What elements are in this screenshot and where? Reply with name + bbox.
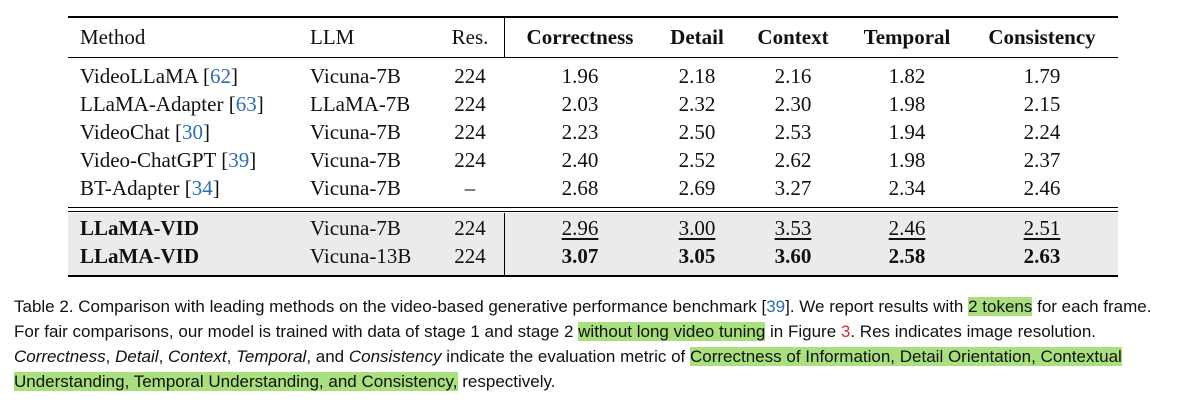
res-cell: 224 xyxy=(454,64,486,88)
consistency-cell: 2.51 xyxy=(1023,216,1061,240)
table-caption xyxy=(14,294,1174,394)
temporal-cell: 2.34 xyxy=(888,176,926,200)
detail-cell: 2.52 xyxy=(678,148,716,172)
header-row xyxy=(68,23,1118,51)
citation-link[interactable]: 39 xyxy=(228,148,250,172)
bottom-rule xyxy=(68,275,1118,277)
caption-text: in Figure xyxy=(765,322,841,341)
temporal-cell: 2.46 xyxy=(888,216,926,240)
metric-name: Consistency xyxy=(348,347,442,366)
correctness-cell: 2.40 xyxy=(561,148,599,172)
caption-text: for each frame. For fair comparisons, our model is trained with data of stage 1 and stage 2 xyxy=(14,297,1152,341)
citation-link[interactable]: 63 xyxy=(235,92,257,116)
res-cell: – xyxy=(464,176,476,200)
method-name: Video-ChatGPT xyxy=(80,148,217,172)
caption-text: , xyxy=(226,347,237,366)
header-context: Context xyxy=(757,25,829,49)
detail-cell: 2.50 xyxy=(678,120,716,144)
metric-name: Temporal xyxy=(236,347,307,366)
context-cell: 3.60 xyxy=(774,244,812,268)
metric-name: Correctness xyxy=(14,347,106,366)
mid-rule-lower xyxy=(68,211,1118,212)
caption-text: indicate the evaluation metric of xyxy=(441,347,690,366)
method-name: BT-Adapter xyxy=(80,176,180,200)
consistency-cell: 2.63 xyxy=(1023,244,1061,268)
consistency-cell: 2.24 xyxy=(1023,120,1061,144)
caption-text: , xyxy=(105,347,116,366)
citation-link[interactable]: 62 xyxy=(209,64,231,88)
consistency-cell: 2.37 xyxy=(1023,148,1061,172)
column-separator xyxy=(504,18,505,57)
method-name: VideoLLaMA xyxy=(80,64,198,88)
table-row: VideoChat [30] Vicuna-7B 224 2.23 2.50 2.53 1.94 2.24 xyxy=(68,118,1118,146)
detail-cell: 3.00 xyxy=(678,216,716,240)
llm-cell: LLaMA-7B xyxy=(310,92,411,116)
header-correctness: Correctness xyxy=(526,25,634,49)
res-cell: 224 xyxy=(454,92,486,116)
correctness-cell: 2.23 xyxy=(561,120,599,144)
correctness-cell: 1.96 xyxy=(561,64,599,88)
context-cell: 3.53 xyxy=(774,216,812,240)
res-cell: 224 xyxy=(454,244,486,268)
llm-cell: Vicuna-7B xyxy=(310,120,401,144)
caption-text: . Res indicates image resolution. xyxy=(850,322,1097,341)
caption-text: Table 2. Comparison with leading methods on the video-based generative performance benchmark [ xyxy=(14,297,767,316)
figure-ref-link[interactable]: 3 xyxy=(840,322,851,341)
top-rule xyxy=(68,16,1118,18)
method-name: LLaMA-VID xyxy=(80,216,199,240)
mid-rule-upper xyxy=(68,207,1118,208)
detail-cell: 2.69 xyxy=(678,176,716,200)
consistency-cell: 2.46 xyxy=(1023,176,1061,200)
caption-text: , and xyxy=(306,347,349,366)
citation-link[interactable]: 34 xyxy=(191,176,213,200)
llm-cell: Vicuna-13B xyxy=(310,244,412,268)
detail-cell: 2.32 xyxy=(678,92,716,116)
caption-citation-link[interactable]: 39 xyxy=(766,297,786,316)
res-cell: 224 xyxy=(454,148,486,172)
correctness-cell: 3.07 xyxy=(561,244,599,268)
res-cell: 224 xyxy=(454,120,486,144)
consistency-cell: 2.15 xyxy=(1023,92,1061,116)
correctness-cell: 2.96 xyxy=(561,216,599,240)
header-rule xyxy=(68,57,1118,58)
header-llm: LLM xyxy=(310,25,355,49)
metric-name: Context xyxy=(168,347,227,366)
temporal-cell: 2.58 xyxy=(888,244,926,268)
context-cell: 2.53 xyxy=(774,120,812,144)
res-cell: 224 xyxy=(454,216,486,240)
method-name: LLaMA-Adapter xyxy=(80,92,224,116)
highlight: Correctness of Information, Detail Orientation, Contextual Understanding, Temporal Understanding, and Consistency, xyxy=(14,347,1122,391)
llm-cell: Vicuna-7B xyxy=(310,64,401,88)
highlight: 2 tokens xyxy=(968,297,1033,316)
header-temporal: Temporal xyxy=(863,25,951,49)
method-name: VideoChat xyxy=(80,120,170,144)
table-row: Video-ChatGPT [39] Vicuna-7B 224 2.40 2.52 2.62 1.98 2.37 xyxy=(68,146,1118,174)
header-res: Res. xyxy=(451,25,489,49)
table-row: LLaMA-Adapter [63] LLaMA-7B 224 2.03 2.32 2.30 1.98 2.15 xyxy=(68,90,1118,118)
llm-cell: Vicuna-7B xyxy=(310,176,401,200)
detail-cell: 2.18 xyxy=(678,64,716,88)
citation-link[interactable]: 30 xyxy=(181,120,203,144)
context-cell: 3.27 xyxy=(774,176,812,200)
caption-text: respectively. xyxy=(457,372,556,391)
context-cell: 2.30 xyxy=(774,92,812,116)
caption-text: , xyxy=(158,347,169,366)
column-separator xyxy=(504,213,505,275)
ours-row xyxy=(68,242,1118,270)
highlight: without long video tuning xyxy=(578,322,766,341)
header-consistency: Consistency xyxy=(988,25,1096,49)
correctness-cell: 2.03 xyxy=(561,92,599,116)
method-name: LLaMA-VID xyxy=(80,244,199,268)
detail-cell: 3.05 xyxy=(678,244,716,268)
temporal-cell: 1.94 xyxy=(888,120,926,144)
table-row: BT-Adapter [34] Vicuna-7B – 2.68 2.69 3.27 2.34 2.46 xyxy=(68,174,1118,202)
consistency-cell: 1.79 xyxy=(1023,64,1061,88)
context-cell: 2.16 xyxy=(774,64,812,88)
header-method: Method xyxy=(80,25,146,49)
llm-cell: Vicuna-7B xyxy=(310,148,401,172)
table-row: VideoLLaMA [62] Vicuna-7B 224 1.96 2.18 2.16 1.82 1.79 xyxy=(68,62,1118,90)
temporal-cell: 1.82 xyxy=(888,64,926,88)
context-cell: 2.62 xyxy=(774,148,812,172)
correctness-cell: 2.68 xyxy=(561,176,599,200)
metric-name: Detail xyxy=(115,347,159,366)
header-detail: Detail xyxy=(670,25,724,49)
llm-cell: Vicuna-7B xyxy=(310,216,401,240)
caption-text: ]. We report results with xyxy=(785,297,969,316)
ours-row xyxy=(68,214,1118,242)
temporal-cell: 1.98 xyxy=(888,92,926,116)
temporal-cell: 1.98 xyxy=(888,148,926,172)
